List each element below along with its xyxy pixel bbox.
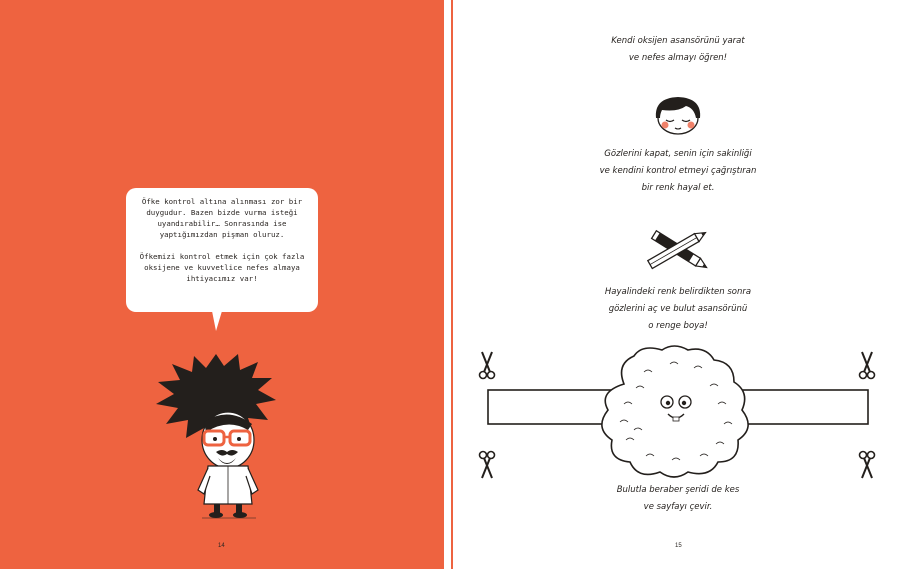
instruction-4 bbox=[456, 482, 900, 516]
instruction-4-line-2: ve sayfayı çevir. bbox=[643, 502, 713, 512]
instruction-4-line-1: Bulutla beraber şeridi de kes bbox=[616, 485, 740, 495]
scissors-icon bbox=[478, 350, 496, 380]
instruction-2-line-2: ve kendini kontrol etmeyi çağrıştıran bbox=[599, 166, 757, 176]
instruction-3-line-1: Hayalindeki renk belirdikten sonra bbox=[604, 287, 752, 297]
speech-bubble-tail bbox=[212, 311, 222, 331]
instruction-3-line-2: gözlerini aç ve bulut asansörünü bbox=[608, 304, 748, 314]
instruction-3 bbox=[456, 284, 900, 335]
instruction-2-line-1: Gözlerini kapat, senin için sakinliği bbox=[604, 149, 752, 159]
instruction-1-line-2: ve nefes almayı öğren! bbox=[628, 53, 728, 63]
instruction-1 bbox=[456, 33, 900, 67]
cheek bbox=[662, 122, 669, 129]
scissors-icon bbox=[478, 450, 496, 480]
crossed-pencils-icon bbox=[640, 222, 716, 276]
instruction-2-line-3: bir renk hayal et. bbox=[641, 183, 715, 193]
speech-bubble-text bbox=[130, 196, 314, 284]
cheek bbox=[688, 122, 695, 129]
bubble-paragraph-1: Öfke kontrol altına alınması zor bir duygudur. Bazen bizde vurma isteği uyandırabilir… Sonrasında ise yaptığımızdan pişman oluruz. bbox=[141, 197, 303, 239]
scientist-illustration bbox=[148, 348, 284, 520]
calm-face-illustration bbox=[652, 94, 704, 136]
gutter-edge-line bbox=[451, 0, 453, 569]
cloud-elevator-cutout bbox=[474, 344, 884, 480]
cloud bbox=[602, 346, 748, 477]
book-gutter bbox=[444, 0, 456, 569]
instruction-3-line-3: o renge boya! bbox=[648, 321, 708, 331]
page-number-left: 14 bbox=[218, 543, 225, 549]
scissors-icon bbox=[858, 450, 876, 480]
bubble-paragraph-2: Öfkemizi kontrol etmek için çok fazla oksijene ve kuvvetlice nefes almaya ihtiyacımız var! bbox=[139, 252, 305, 283]
page-number-right: 15 bbox=[675, 543, 682, 549]
instruction-1-line-1: Kendi oksijen asansörünü yarat bbox=[611, 36, 745, 46]
scissors-icon bbox=[858, 350, 876, 380]
instruction-2 bbox=[456, 146, 900, 197]
